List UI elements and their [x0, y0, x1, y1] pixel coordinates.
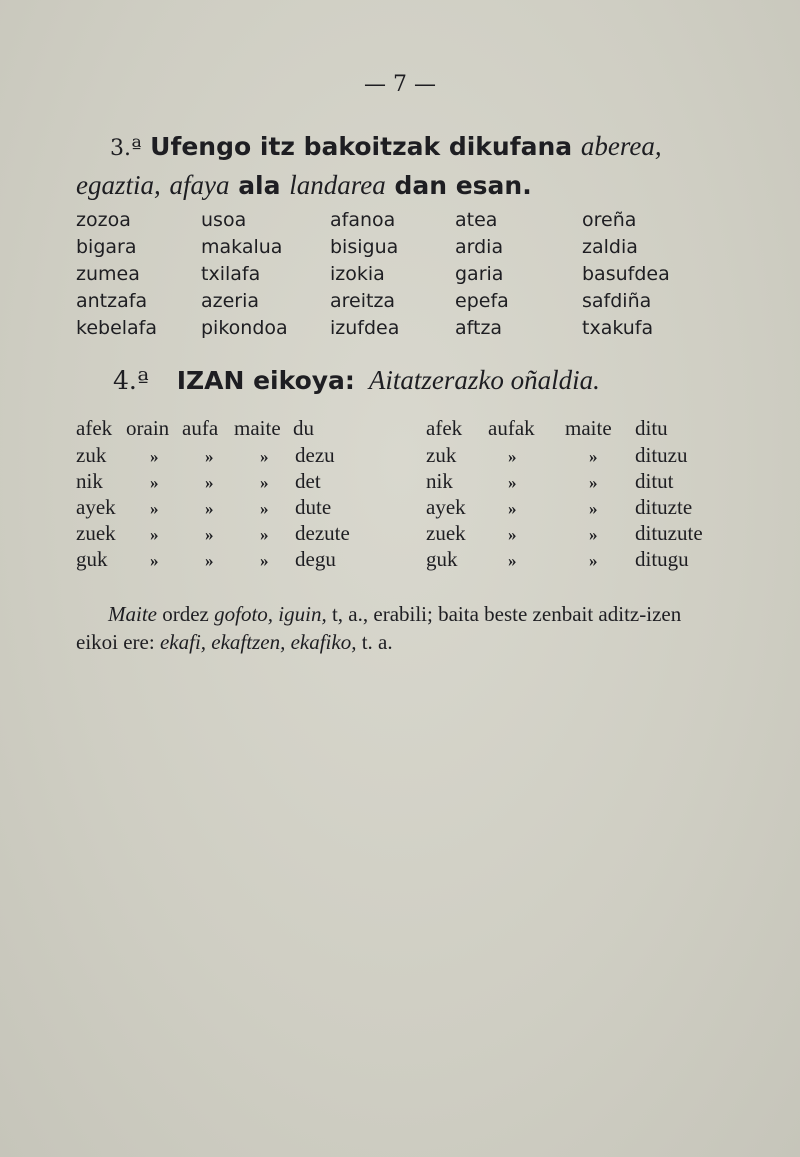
subject: guk	[76, 547, 108, 571]
grid-word: atea	[455, 209, 498, 231]
ditto-mark: »	[205, 525, 214, 544]
verb-form: dituzu	[635, 443, 688, 467]
header-word: aufak	[488, 416, 535, 440]
subject: nik	[426, 469, 453, 493]
grid-word: antzafa	[76, 290, 148, 312]
header-word: maite	[565, 416, 612, 440]
ditto-mark: »	[589, 447, 598, 466]
verb-form: dute	[295, 495, 332, 519]
grid-word: safdiña	[582, 290, 652, 312]
header-word: ditu	[635, 416, 668, 440]
ditto-mark: »	[150, 525, 159, 544]
verb-form: dezu	[295, 443, 335, 467]
subject: nik	[76, 469, 103, 493]
ditto-mark: »	[589, 473, 598, 492]
grid-word: bigara	[76, 236, 137, 258]
note-italic: ekafi, ekaftzen, ekafiko,	[159, 630, 357, 654]
subject: zuek	[76, 521, 116, 545]
heading-text: dan esan.	[394, 171, 532, 200]
exercise-label: IZAN eikoya:	[176, 366, 355, 395]
grid-word: areitza	[330, 290, 396, 312]
page-number: — 7 —	[364, 72, 436, 97]
grid-word: basufdea	[582, 263, 670, 285]
exercise-4-heading	[113, 365, 600, 396]
grid-word: azeria	[201, 290, 260, 312]
subject: ayek	[426, 495, 466, 519]
grid-word: pikondoa	[201, 317, 288, 339]
heading-text: Ufengo itz bakoitzak dikufana	[150, 132, 573, 161]
header-word: afek	[426, 416, 463, 440]
grid-word: usoa	[201, 209, 247, 231]
grid-word: aftza	[455, 317, 503, 339]
ditto-mark: »	[260, 473, 269, 492]
grid-word: makalua	[201, 236, 283, 258]
ditto-mark: »	[150, 499, 159, 518]
exercise-number: 3.ª	[110, 136, 142, 161]
grid-word: zumea	[76, 263, 140, 285]
grid-word: oreña	[582, 209, 637, 231]
note-text: ordez	[162, 602, 209, 626]
note-italic: Maite	[108, 602, 157, 626]
grid-word: bisigua	[330, 236, 399, 258]
verb-form: ditut	[635, 469, 674, 493]
note-italic: gofoto, iguin,	[214, 602, 327, 626]
ditto-mark: »	[260, 499, 269, 518]
header-word: du	[293, 416, 314, 440]
subject: zuk	[76, 443, 107, 467]
header-word: afek	[76, 416, 113, 440]
ditto-mark: »	[150, 447, 159, 466]
verb-form: ditugu	[635, 547, 689, 571]
ditto-mark: »	[508, 551, 517, 570]
note-text: t, a., erabili; baita beste zenbait aditz-izen eikoi ere:	[76, 602, 682, 654]
subject: zuek	[426, 521, 466, 545]
grid-word: epefa	[455, 290, 509, 312]
grid-word: zaldia	[582, 236, 638, 258]
heading-italic-word: landarea	[289, 170, 386, 200]
subject: guk	[426, 547, 458, 571]
grid-word: izokia	[330, 263, 385, 285]
exercise-3-heading	[76, 128, 736, 204]
ditto-mark: »	[508, 525, 517, 544]
grid-word: txakufa	[582, 317, 654, 339]
ditto-mark: »	[260, 447, 269, 466]
grid-word: kebelafa	[76, 317, 158, 339]
heading-text: ala	[238, 171, 281, 200]
verb-form: dituzte	[635, 495, 693, 519]
ditto-mark: »	[205, 551, 214, 570]
verb-form: dituzute	[635, 521, 703, 545]
ditto-mark: »	[508, 499, 517, 518]
ditto-mark: »	[589, 525, 598, 544]
grid-word: izufdea	[330, 317, 400, 339]
heading-italic-word: aberea,	[580, 131, 662, 161]
verb-form: dezute	[295, 521, 350, 545]
subject: ayek	[76, 495, 116, 519]
heading-italic-word: egaztia,	[76, 170, 161, 200]
ditto-mark: »	[260, 551, 269, 570]
grid-word: afanoa	[330, 209, 396, 231]
grid-word: ardia	[455, 236, 504, 258]
ditto-mark: »	[205, 499, 214, 518]
ditto-mark: »	[150, 473, 159, 492]
grid-word: garia	[455, 263, 504, 285]
ditto-mark: »	[150, 551, 159, 570]
ditto-mark: »	[260, 525, 269, 544]
header-word: aufa	[182, 416, 219, 440]
ditto-mark: »	[508, 447, 517, 466]
subject: zuk	[426, 443, 457, 467]
ditto-mark: »	[589, 499, 598, 518]
header-word: maite	[234, 416, 281, 440]
verb-form: det	[295, 469, 321, 493]
exercise-number: 4.ª	[113, 366, 149, 395]
exercise-title: Aitatzerazko oñaldia.	[368, 365, 600, 395]
grid-word: txilafa	[201, 263, 261, 285]
ditto-mark: »	[205, 473, 214, 492]
ditto-mark: »	[205, 447, 214, 466]
ditto-mark: »	[589, 551, 598, 570]
note-text: t. a.	[361, 630, 393, 654]
note-paragraph	[76, 600, 726, 656]
header-word: orain	[126, 416, 170, 440]
heading-italic-word: afaya	[169, 170, 230, 200]
ditto-mark: »	[508, 473, 517, 492]
verb-form: degu	[295, 547, 336, 571]
grid-word: zozoa	[76, 209, 131, 231]
